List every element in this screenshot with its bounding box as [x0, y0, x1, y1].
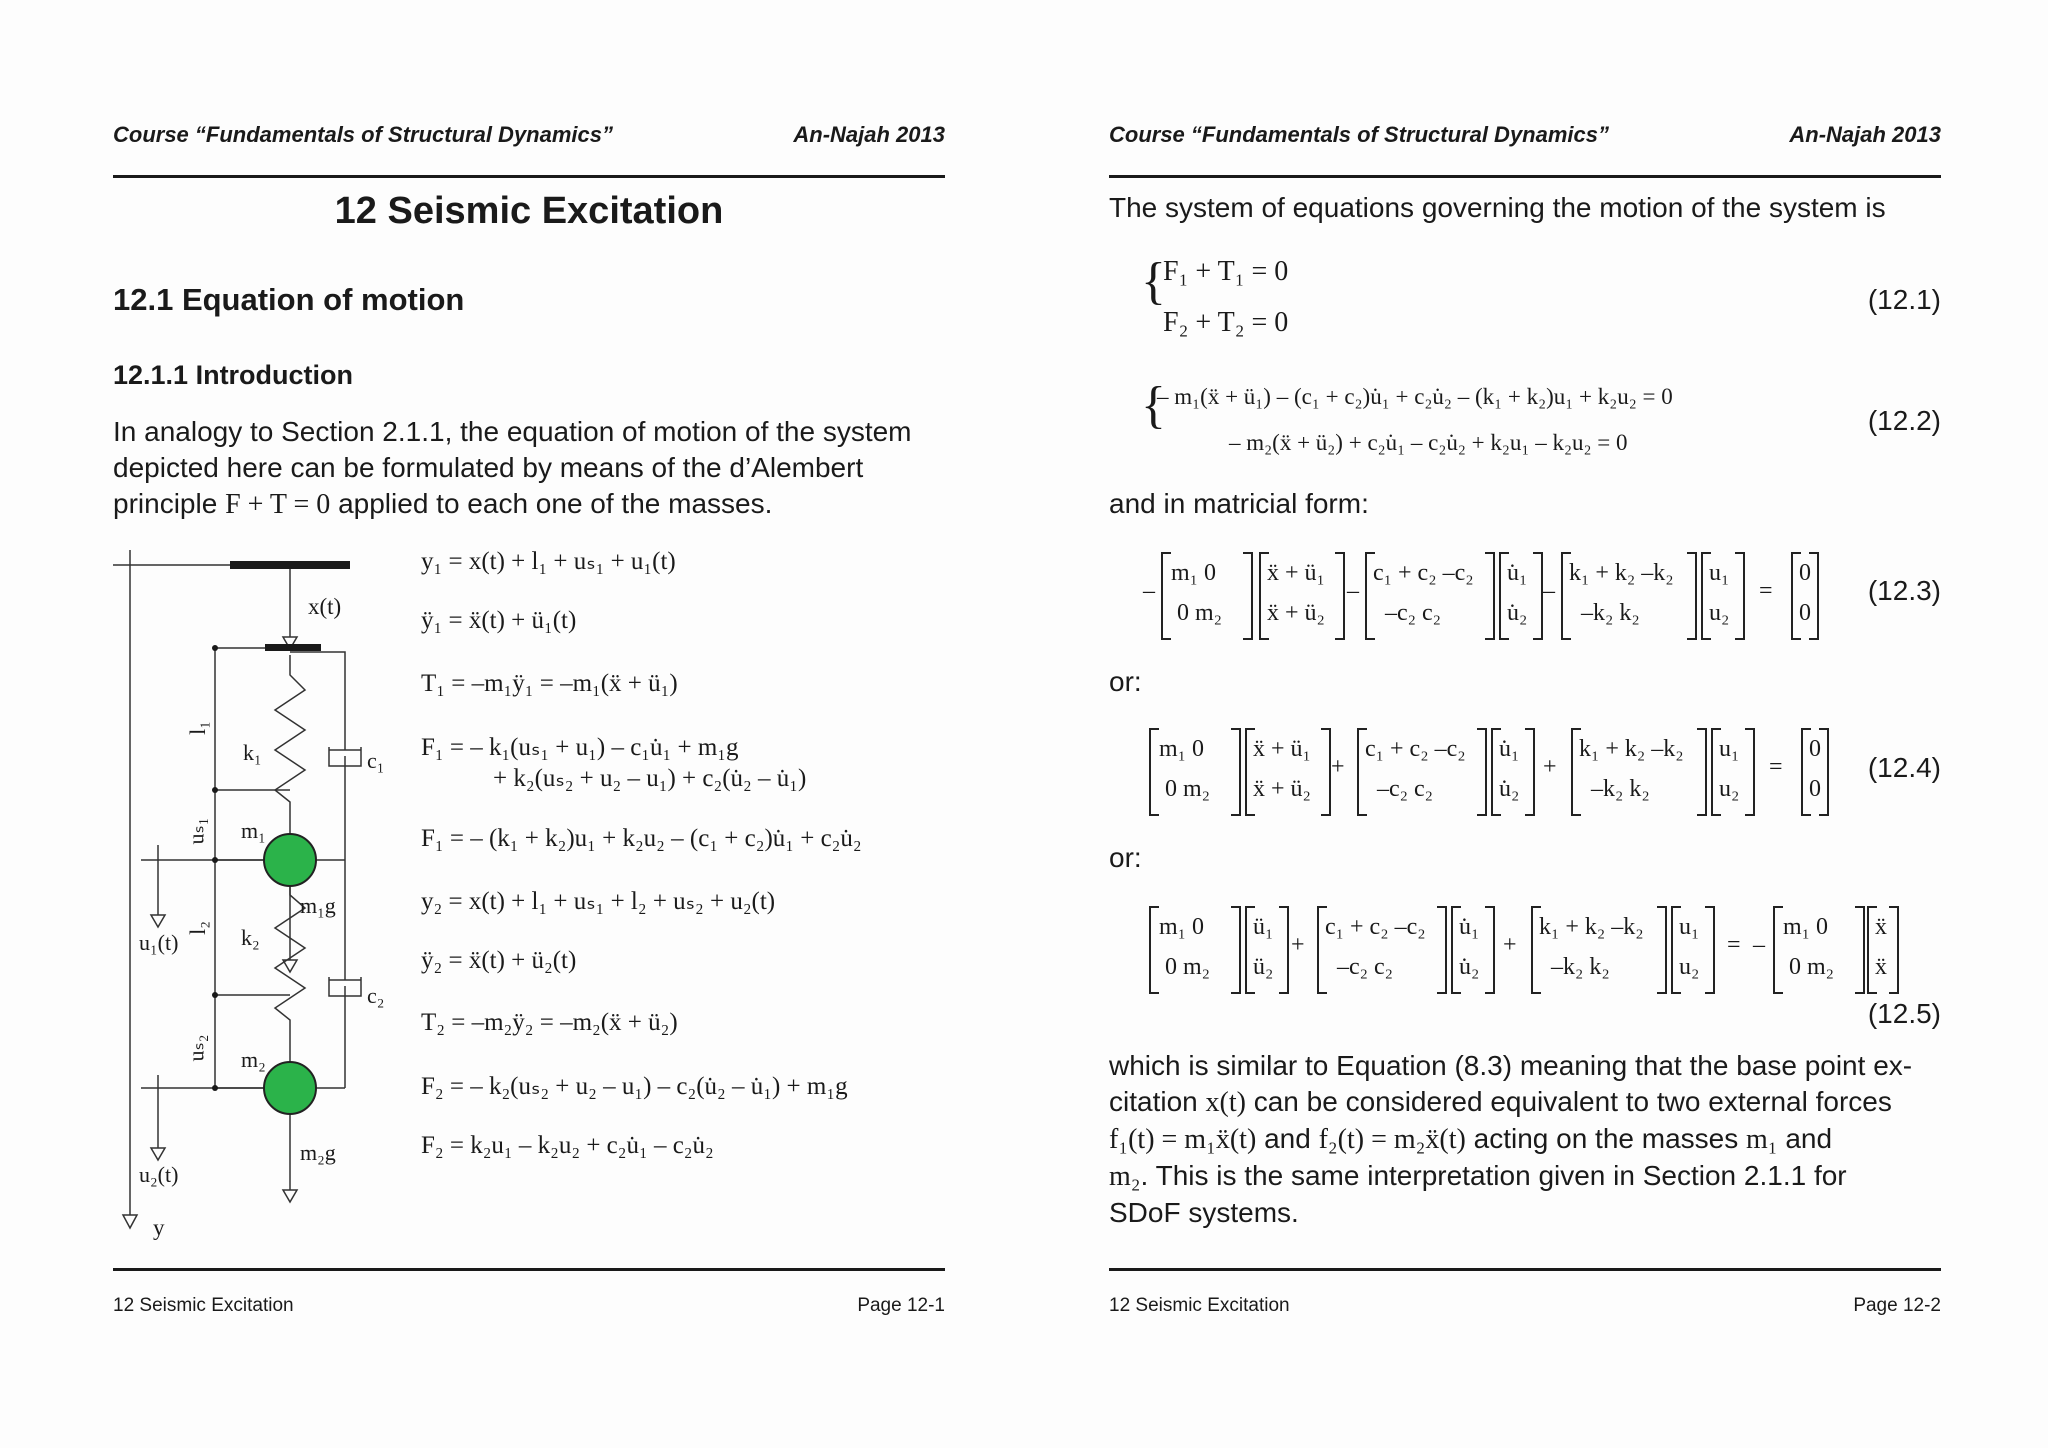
footer-chapter: 12 Seismic Excitation [113, 1295, 294, 1316]
left-brace: { [1141, 253, 1166, 310]
mass-row2: 0 m₂ [1177, 600, 1223, 626]
equation-number: (12.3) [1867, 575, 1941, 606]
label-us2: uₛ₂ [183, 1034, 209, 1062]
equation-y2-ddot: ÿ₂ = ẍ(t) + ü₂(t) [421, 947, 577, 974]
system-intro: The system of equations governing the motion of the system is [1109, 192, 1886, 223]
equation-y2: y₂ = x(t) + l₁ + uₛ₁ + l₂ + uₛ₂ + u₂(t) [421, 888, 776, 915]
equation-F1-a-cont: + k₂(uₛ₂ + u₂ – u₁) + c₂(u̇₂ – u̇₁) [493, 765, 807, 792]
dalembert-formula: F + T = 0 [225, 489, 331, 520]
left-brace: { [1141, 377, 1166, 434]
eq-12-2-line1: – m₁(ẍ + ü₁) – (c₁ + c₂)u̇₁ + c₂u̇₂ – (k₁ + k₂)u₁ + k₂u₂ = 0 [1157, 384, 1673, 409]
label-us1: uₛ₁ [183, 817, 209, 845]
course-title: Course “Fundamentals of Structural Dynamics” [1109, 122, 1609, 147]
subsection-title: 12.1.1 Introduction [113, 360, 354, 390]
intro-paragraph [113, 414, 945, 523]
header-rule [113, 175, 945, 178]
eq-12-1-line2: F₂ + T₂ = 0 [1163, 307, 1289, 338]
intro-line: depicted here can be formulated by means of the d’Alembert [113, 452, 864, 483]
equation-F2-a: F₂ = – k₂(uₛ₂ + u₂ – u₁) – c₂(u̇₂ – u̇₁) + m₁g [421, 1073, 848, 1100]
stiff-row1: k₁ + k₂ –k₂ [1569, 560, 1674, 586]
page-number: Page 12-1 [857, 1295, 945, 1316]
or-label: or: [1109, 666, 1142, 697]
equation-F1-a: F₁ = – k₁(uₛ₁ + u₁) – c₁u̇₁ + m₁g [421, 734, 739, 761]
equation-number: (12.1) [1867, 284, 1941, 315]
label-k2: k₂ [241, 925, 260, 950]
course-title: Course “Fundamentals of Structural Dynamics” [113, 122, 613, 147]
equation-T1: T₁ = –m₁ÿ₁ = –m₁(ẍ + ü₁) [421, 670, 678, 697]
equation-number: (12.2) [1867, 405, 1941, 436]
footer-rule [113, 1268, 945, 1271]
edition-label: An-Najah 2013 [793, 122, 945, 147]
right-page: Course “Fundamentals of Structural Dynamics” An-Najah 2013 The system of equations governing the motion of the system is { F₁ + T₁ = 0 F₂ + T₂ = 0 (12.1) { – m₁(ẍ + ü₁) – (c₁ + c₂)u̇₁ + c₂u̇₂ – (k₁ + k₂)u₁ + k₂u₂ = 0 – m₂(ẍ + ü₂) + c₂u̇₁ – c₂u̇₂ + k₂u₁ – k₂u₂ = 0 (12.2) and in matricial form: – m₁ 0 0 m₂ ẍ + ü₁ ẍ + ü₂ – c₁ + c₂ –c₂ –c₂ c₂ u̇₁ u̇₂ – k₁ + k₂ –k₂ –k₂ k₂ u₁ u₂ = 0 0 (12.3) or: m₁ 0 0 m₂ ẍ + ü₁ ẍ + ü₂ + c₁ + c₂ –c₂ –c₂ c₂ u̇₁ u̇₂ + k₁ + k₂ –k₂ –k₂ k₂ u₁ u₂ = 0 0 (12.4) or: m₁ 0 0 m₂ ü₁ ü₂ + c₁ + c₂ –c₂ –c₂ c₂ u̇₁ u̇₂ + k₁ + k₂ –k₂ –k₂ k₂ u₁ u₂ = – m₁ 0 0 m₂ ẍ ẍ (12.5) which is similar to Equation (8.3) meaning that the base point ex- citation x(t) can be considered equivalent to two external forces f₁(t) = m₁ẍ(t) and f₂(t) = m₂ẍ(t) acting on the masses m₁ and m₂. This is the same interpretation given in Section 2.1.1 for SDoF systems. 12 Seismic Excitation Page 12-2 [1109, 122, 1941, 1316]
y-arrow-head [123, 1215, 137, 1228]
moving-base [265, 644, 321, 651]
spring-k1 [275, 655, 305, 840]
damp-row1: c₁ + c₂ –c₂ [1373, 560, 1474, 586]
matricial-label: and in matricial form: [1109, 488, 1369, 519]
page-number: Page 12-2 [1853, 1295, 1941, 1316]
chapter-title: 12 Seismic Excitation [334, 190, 724, 232]
intro-line: principle F + T = 0 applied to each one of the masses. [113, 488, 773, 520]
label-u2t: u₂(t) [139, 1162, 179, 1187]
header-rule [1109, 175, 1941, 178]
page-footer [113, 1295, 945, 1317]
conclusion-paragraph: which is similar to Equation (8.3) meaning that the base point ex- citation x(t) can be considered equivalent to two external forces f₁(t) = m₁ẍ(t) and f₂(t) = m₂ẍ(t) acting on the masses m₁ and m₂. This is the same interpretation given in Section 2.1.1 for SDoF systems. [1109, 1050, 1913, 1228]
equation-number: (12.5) [1867, 998, 1941, 1029]
label-c2: c₂ [367, 983, 385, 1008]
or-label: or: [1109, 842, 1142, 873]
label-y: y [153, 1215, 165, 1240]
mass-row1: m₁ 0 [1171, 560, 1217, 586]
label-m1g: m₁g [300, 893, 336, 918]
acc-row1: ẍ + ü₁ [1267, 560, 1325, 586]
eq-12-2-line2: – m₂(ẍ + ü₂) + c₂u̇₁ – c₂u̇₂ + k₂u₁ – k₂u₂ = 0 [1229, 430, 1628, 455]
label-m2: m₂ [241, 1047, 266, 1072]
label-k1: k₁ [243, 740, 262, 765]
acc-row2: ẍ + ü₂ [1267, 600, 1325, 626]
mass-m2 [264, 1062, 316, 1114]
equation-F2-b: F₂ = k₂u₁ – k₂u₂ + c₂u̇₁ – c₂u̇₂ [421, 1132, 714, 1159]
eq-12-1-line1: F₁ + T₁ = 0 [1163, 256, 1289, 287]
label-l1: l₁ [184, 721, 210, 735]
label-xt: x(t) [308, 594, 342, 619]
edition-label: An-Najah 2013 [1789, 122, 1941, 147]
intro-line: In analogy to Section 2.1.1, the equation of motion of the system [113, 416, 912, 447]
label-c1: c₁ [367, 748, 385, 773]
label-m2g: m₂g [300, 1140, 336, 1165]
damp-row2: –c₂ c₂ [1385, 600, 1442, 626]
page-header [113, 122, 945, 148]
label-m1: m₁ [241, 818, 266, 843]
label-l2: l₂ [184, 921, 210, 935]
equation-T2: T₂ = –m₂ÿ₂ = –m₂(ẍ + ü₂) [421, 1009, 678, 1036]
left-page [113, 0, 945, 1448]
page-header [1109, 122, 1941, 148]
equation-y1-ddot: ÿ₁ = ẍ(t) + ü₁(t) [421, 607, 577, 634]
ground-base [230, 561, 350, 569]
equation-F1-b: F₁ = – (k₁ + k₂)u₁ + k₂u₂ – (c₁ + c₂)u̇₁ + c₂u̇₂ [421, 825, 862, 852]
section-title: 12.1 Equation of motion [113, 282, 465, 317]
page-footer [1109, 1295, 1941, 1317]
label-u1t: u₁(t) [139, 930, 179, 955]
equation-y1: y₁ = x(t) + l₁ + uₛ₁ + u₁(t) [421, 548, 676, 575]
mass-m1 [264, 834, 316, 886]
stiff-row2: –k₂ k₂ [1581, 600, 1640, 626]
footer-chapter: 12 Seismic Excitation [1109, 1295, 1290, 1316]
equation-number: (12.4) [1867, 752, 1941, 783]
footer-rule [1109, 1268, 1941, 1271]
two-dof-system-figure [113, 540, 413, 1240]
